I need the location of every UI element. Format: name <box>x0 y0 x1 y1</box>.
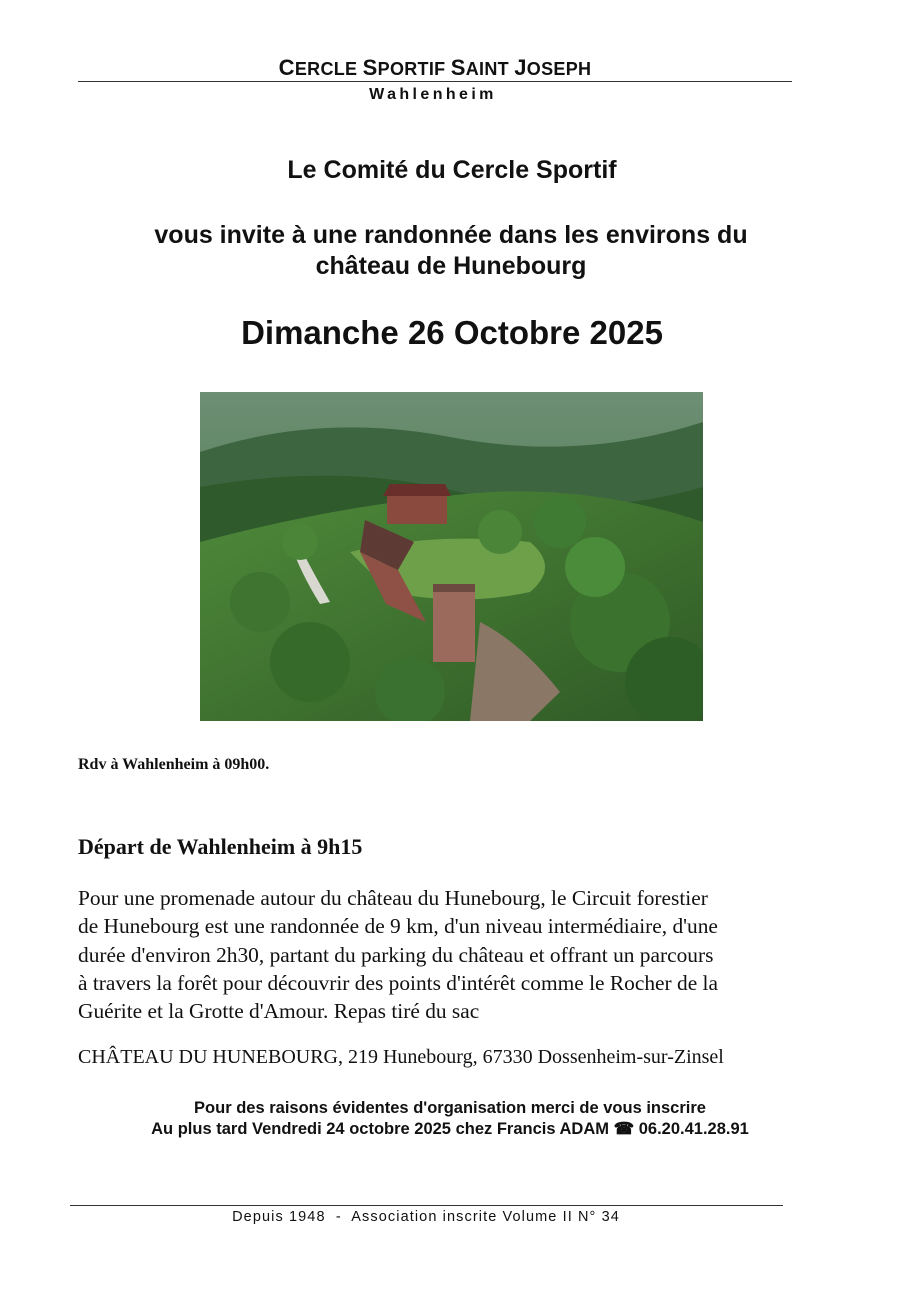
header-divider <box>78 81 792 82</box>
event-date: Dimanche 26 Octobre 2025 <box>241 314 663 351</box>
castle-address: CHÂTEAU DU HUNEBOURG, 219 Hunebourg, 67330 Dossenheim-sur-Zinsel <box>78 1046 724 1068</box>
departure-time: Départ de Wahlenheim à 9h15 <box>78 834 363 859</box>
club-name-word: CERCLE <box>278 55 363 80</box>
description-line: Pour une promenade autour du château du Hunebourg, le Circuit forestier <box>78 886 708 910</box>
registration-notice <box>0 1098 900 1140</box>
contact-phone: 06.20.41.28.91 <box>638 1120 749 1138</box>
club-name-word: JOSEPH <box>514 55 592 80</box>
invitation-line-2: château de Hunebourg <box>315 252 587 280</box>
club-name <box>0 55 870 81</box>
notice-line-2 <box>0 1119 900 1140</box>
invitation-line-1: vous invite à une randonnée dans les environs du <box>154 221 748 249</box>
hike-description <box>78 884 838 1025</box>
club-name-word: SPORTIF <box>362 55 451 80</box>
footer-text: Depuis 1948 - Association inscrite Volume II N° 34 <box>232 1209 620 1225</box>
castle-photo <box>200 392 703 721</box>
meeting-point: Rdv à Wahlenheim à 09h00. <box>78 756 270 773</box>
phone-icon: ☎ <box>613 1120 635 1138</box>
committee-heading: Le Comité du Cercle Sportif <box>287 156 617 184</box>
club-town: Wahlenheim <box>369 86 497 103</box>
club-name-word: SAINT <box>450 55 515 80</box>
notice-deadline: Au plus tard Vendredi 24 octobre 2025 chez Francis ADAM <box>151 1120 609 1138</box>
description-line: Guérite et la Grotte d'Amour. Repas tiré du sac <box>78 999 480 1024</box>
notice-line-1: Pour des raisons évidentes d'organisation merci de vous inscrire <box>194 1099 706 1117</box>
invitation-text <box>0 220 900 282</box>
description-line: durée d'environ 2h30, partant du parking du château et offrant un parcours <box>78 942 714 967</box>
description-line: de Hunebourg est une randonnée de 9 km, d'un niveau intermédiaire, d'une <box>78 914 718 939</box>
description-line: à travers la forêt pour découvrir des points d'intérêt comme le Rocher de la <box>78 970 718 995</box>
footer-divider <box>70 1205 783 1206</box>
